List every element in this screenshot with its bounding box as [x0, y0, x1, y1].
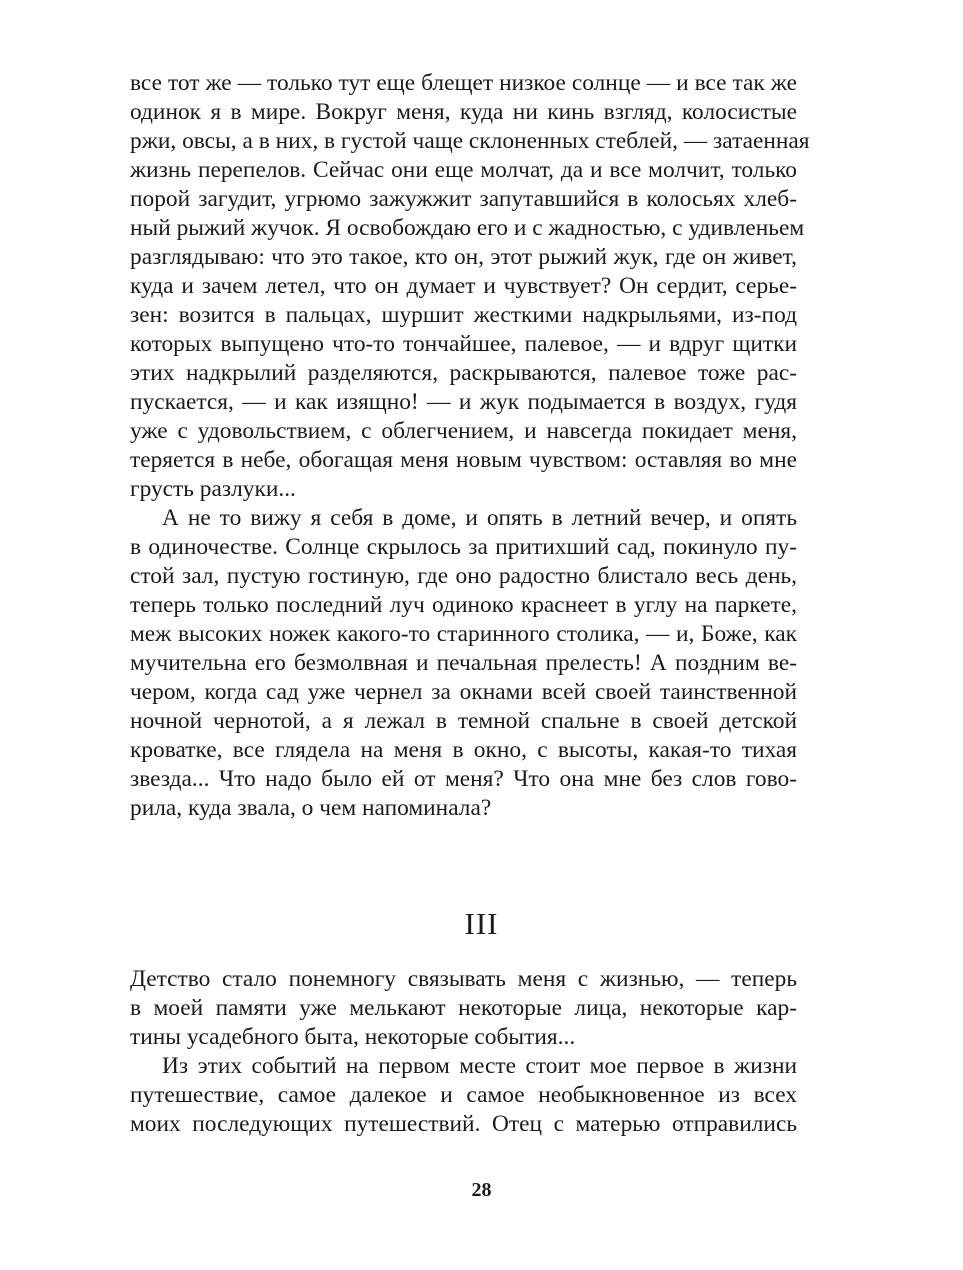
text-line: порой загудит, угрюмо зажужжит запутавшийся в колосьях хлеб- [130, 186, 797, 212]
text-line: тины усадебного быта, некоторые события... [130, 1024, 576, 1050]
text-line: чером, когда сад уже чернел за окнами всей своей таинственной [130, 679, 797, 705]
text-line: куда и зачем летел, что он думает и чувствует? Он сердит, серье- [130, 273, 797, 299]
text-line: все тот же — только тут еще блещет низкое солнце — и все так же [130, 70, 797, 96]
text-line: теперь только последний луч одиноко краснеет в углу на паркете, [130, 592, 797, 618]
text-line: в моей памяти уже мелькают некоторые лица, некоторые кар- [130, 995, 797, 1021]
text-line: Из этих событий на первом месте стоит мое первое в жизни [162, 1053, 797, 1079]
text-line: путешествие, самое далекое и самое необыкновенное из всех [130, 1082, 797, 1108]
text-line: разглядываю: что это такое, кто он, этот рыжий жук, где он живет, [130, 244, 797, 270]
text-line: кроватке, все глядела на меня в окно, с высоты, какая-то тихая [130, 737, 797, 763]
text-line: этих надкрылий разделяются, раскрываются, палевое тоже рас- [130, 360, 797, 386]
text-line: Детство стало понемногу связывать меня с жизнью, — теперь [130, 966, 797, 992]
text-line: ржи, овсы, а в них, в густой чаще склоненных стеблей, — затаенная [130, 128, 810, 154]
text-line: А не то вижу я себя в доме, и опять в летний вечер, и опять [162, 505, 797, 531]
text-line: ный рыжий жучок. Я освобождаю его и с жадностью, с удивленьем [130, 215, 805, 241]
text-line: грусть разлуки... [130, 476, 296, 502]
text-line: ночной чернотой, а я лежал в темной спальне в своей детской [130, 708, 797, 734]
page-number: 28 [471, 1179, 492, 1201]
text-line: моих последующих путешествий. Отец с матерью отправились [130, 1111, 797, 1137]
text-line: пускается, — и как изящно! — и жук подымается в воздух, гудя [130, 389, 797, 415]
text-line: меж высоких ножек какого-то старинного столика, — и, Боже, как [130, 621, 797, 647]
text-line: в одиночестве. Солнце скрылось за притихший сад, покинуло пу- [130, 534, 797, 560]
text-line: теряется в небе, обогащая меня новым чувством: оставляя во мне [130, 447, 797, 473]
text-line: жизнь перепелов. Сейчас они еще молчат, да и все молчит, только [130, 157, 797, 183]
text-line: уже с удовольствием, с облегчением, и навсегда покидает меня, [130, 418, 797, 444]
text-line: одинок я в мире. Вокруг меня, куда ни кинь взгляд, колосистые [130, 99, 797, 125]
text-line: рила, куда звала, о чем напоминала? [130, 795, 492, 821]
text-line: которых выпущено что-то тончайшее, палевое, — и вдруг щитки [130, 331, 797, 357]
text-line: мучительна его безмолвная и печальная прелесть! А поздним ве- [130, 650, 797, 676]
text-line: зен: возится в пальцах, шуршит жесткими надкрыльями, из-под [130, 302, 797, 328]
text-line: стой зал, пустую гостиную, где оно радостно блистало весь день, [130, 563, 797, 589]
text-line: звезда... Что надо было ей от меня? Что она мне без слов гово- [130, 766, 797, 792]
chapter-heading: III [464, 906, 499, 941]
